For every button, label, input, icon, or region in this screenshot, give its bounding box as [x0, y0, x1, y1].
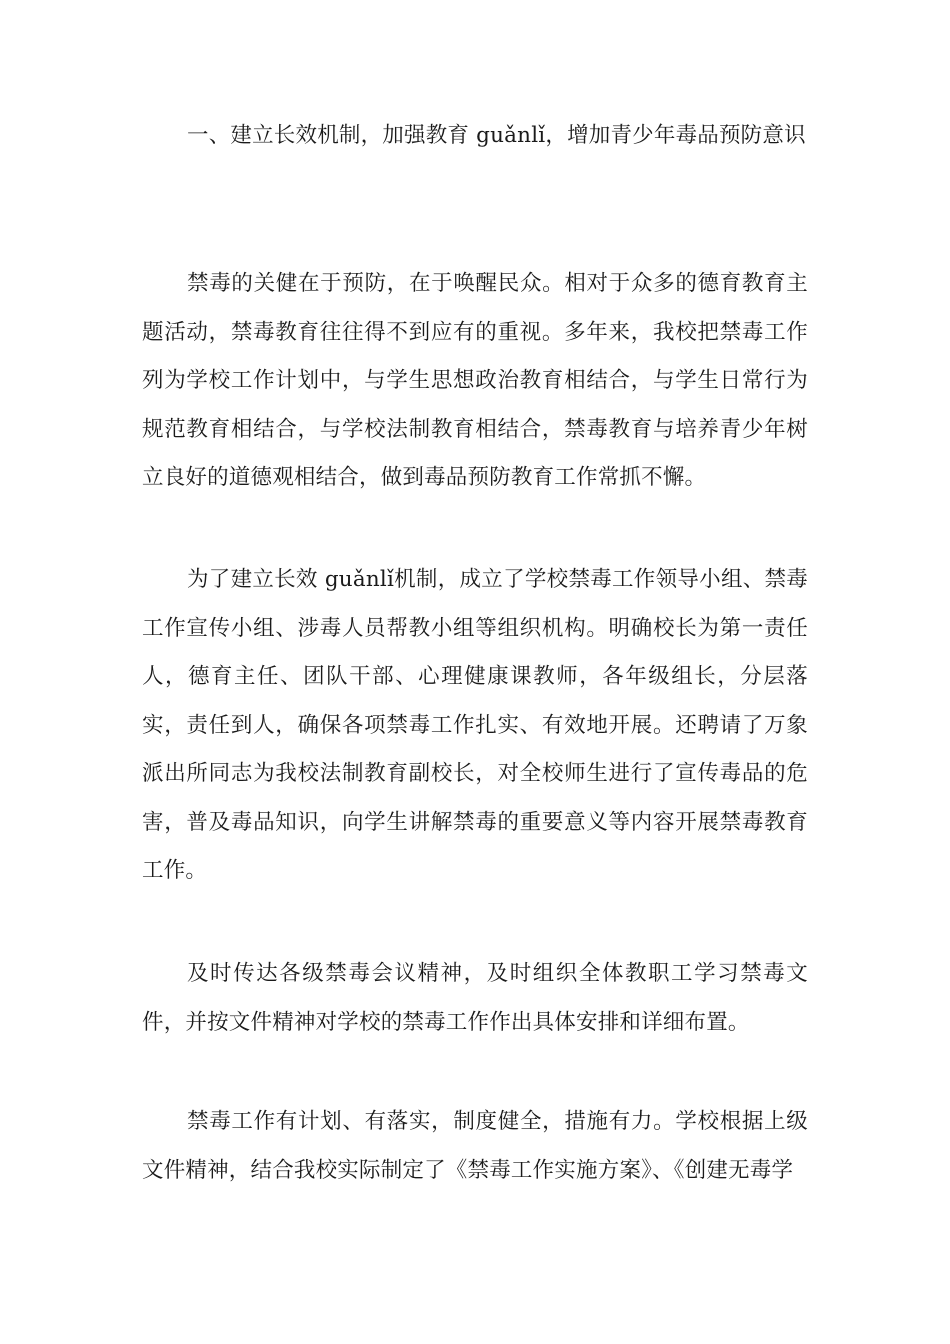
body-paragraph: 禁毒的关健在于预防，在于唤醒民众。相对于众多的德育教育主题活动，禁毒教育往往得不到应有的重视。多年来，我校把禁毒工作列为学校工作计划中，与学生思想政治教育相结合，与学生日常行为规范教育相结合，与学校法制教育相结合，禁毒教育与培养青少年树立良好的道德观相结合，做到毒品预防教育工作常抓不懈。 — [142, 271, 808, 490]
body-paragraph: 及时传达各级禁毒会议精神，及时组织全体教职工学习禁毒文件，并按文件精神对学校的禁毒工作作出具体安排和详细布置。 — [142, 961, 808, 1035]
section-heading: 一、建立长效机制，加强教育 guǎnlǐ，增加青少年毒品预防意识 — [187, 123, 806, 148]
body-paragraph: 禁毒工作有计划、有落实，制度健全，措施有力。学校根据上级文件精神，结合我校实际制定了《禁毒工作实施方案》、《创建无毒学 — [142, 1109, 808, 1183]
body-paragraph: 为了建立长效 guǎnlǐ机制，成立了学校禁毒工作领导小组、禁毒工作宣传小组、涉毒人员帮教小组等组织机构。明确校长为第一责任人，德育主任、团队干部、心理健康课教师，各年级组长，分层落实，责任到人，确保各项禁毒工作扎实、有效地开展。还聘请了万象派出所同志为我校法制教育副校长，对全校师生进行了宣传毒品的危害，普及毒品知识，向学生讲解禁毒的重要意义等内容开展禁毒教育工作。 — [142, 567, 808, 883]
